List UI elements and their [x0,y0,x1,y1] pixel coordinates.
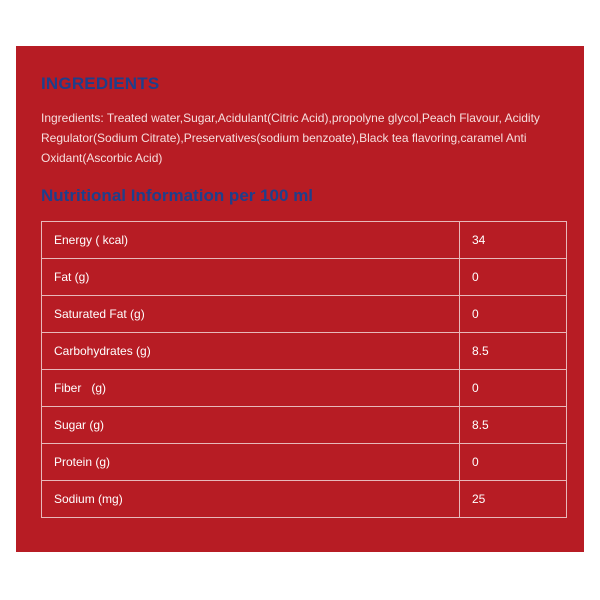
nutrient-label: Fat (g) [42,259,460,296]
ingredients-heading: INGREDIENTS [41,74,160,93]
table-row [42,259,567,296]
nutrient-value: 0 [460,370,567,407]
nutrient-label: Carbohydrates (g) [42,333,460,370]
table-row [42,481,567,518]
nutrition-table [41,221,567,518]
table-row [42,370,567,407]
nutrient-label: Saturated Fat (g) [42,296,460,333]
nutrient-label: Sodium (mg) [42,481,460,518]
table-row [42,222,567,259]
nutrient-value: 34 [460,222,567,259]
nutrition-heading: Nutritional Information per 100 ml [41,186,314,205]
product-info-panel [16,46,584,552]
table-row [42,407,567,444]
nutrient-value: 25 [460,481,567,518]
table-row [42,296,567,333]
table-row [42,333,567,370]
nutrient-value: 0 [460,296,567,333]
nutrient-value: 0 [460,259,567,296]
nutrient-label: Energy ( kcal) [42,222,460,259]
nutrient-value: 8.5 [460,333,567,370]
nutrient-label: Fiber (g) [42,370,460,407]
nutrient-label: Sugar (g) [42,407,460,444]
nutrient-label: Protein (g) [42,444,460,481]
table-row [42,444,567,481]
ingredients-text: Ingredients: Treated water,Sugar,Acidulant(Citric Acid),propolyne glycol,Peach Flavour, Acidity Regulator(Sodium Citrate),Preservatives(sodium benzoate),Black tea flavoring,caramel Anti Oxidant(Ascorbic Acid) [41,111,540,165]
nutrient-value: 0 [460,444,567,481]
nutrient-value: 8.5 [460,407,567,444]
